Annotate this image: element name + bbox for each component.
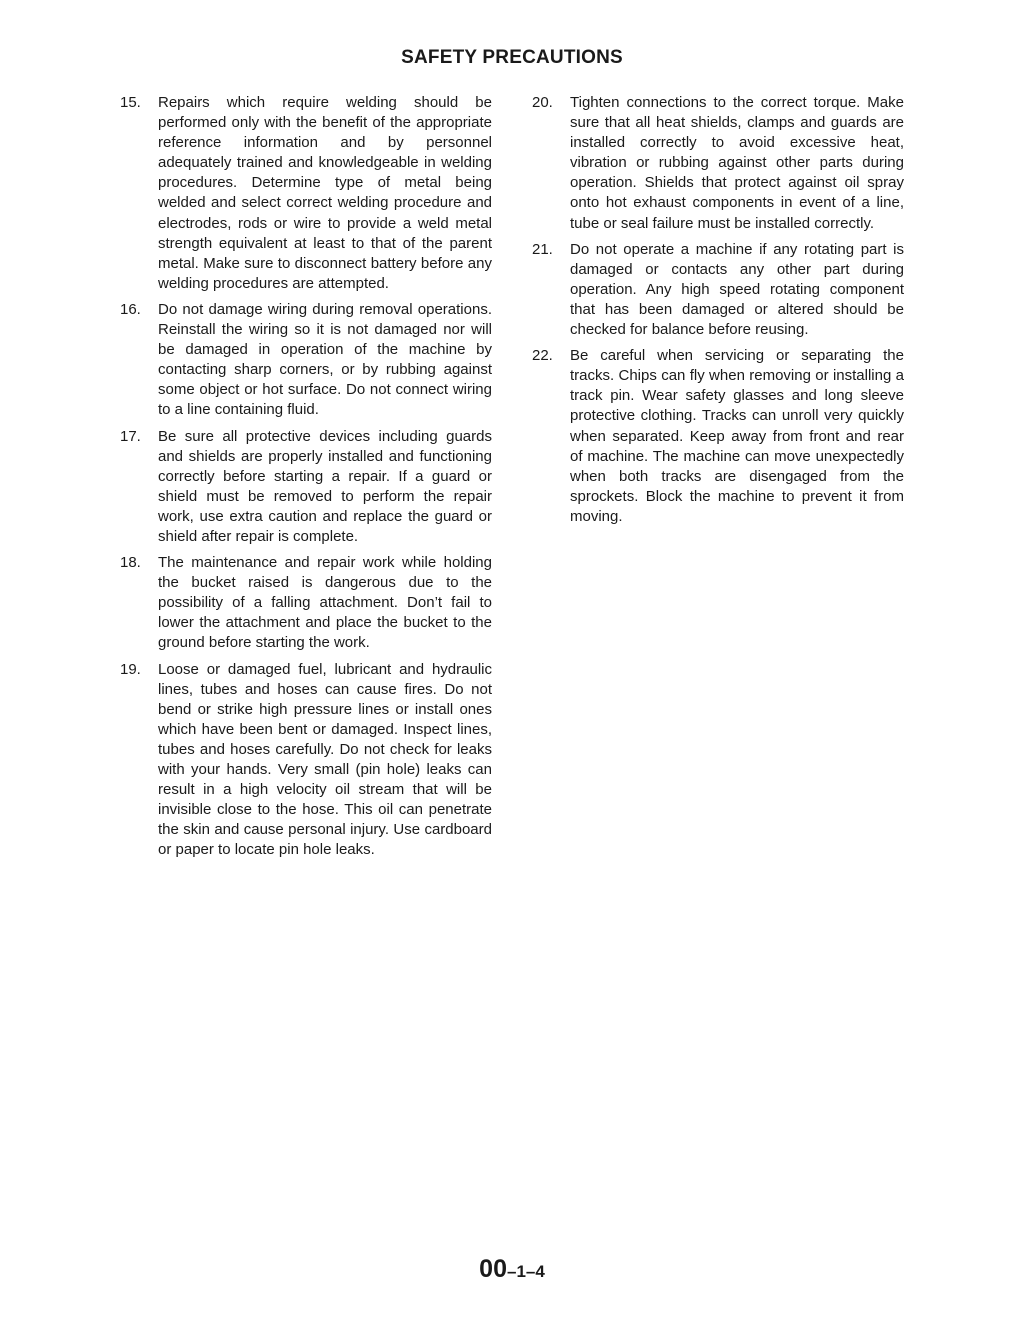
item-number: 15. <box>120 94 141 111</box>
page-suffix: –1–4 <box>506 1262 545 1281</box>
left-column <box>120 93 492 866</box>
list-item <box>120 553 492 653</box>
item-text: The maintenance and repair work while holding the bucket raised is dangerous due to the possibility of a falling attachment. Don’t fail to lower the attachment and place the bucket to the ground before starting the work. <box>158 554 492 652</box>
list-item <box>532 240 904 340</box>
item-text: Do not operate a machine if any rotating part is damaged or contacts any other part during operation. Any high speed rotating component that has been damaged or altered should be checked for balance before reusing. <box>570 240 904 339</box>
list-item <box>120 660 492 861</box>
item-number: 16. <box>120 300 141 318</box>
item-text: Tighten connections to the correct torque. Make sure that all heat shields, clamps and guards are installed correctly to avoid excessive heat, vibration or rubbing against other parts during operation. Shields that protect against oil spray onto hot exhaust components in event of a line, tube or seal failure must be installed correctly. <box>570 94 904 232</box>
page-title: SAFETY PRECAUTIONS <box>401 47 623 68</box>
list-item <box>120 93 492 294</box>
item-number: 17. <box>120 427 141 445</box>
list-item <box>120 300 492 421</box>
item-number: 21. <box>532 240 553 258</box>
item-number: 20. <box>532 94 553 111</box>
right-column <box>532 93 904 533</box>
list-item <box>532 93 904 234</box>
section-number: 00 <box>479 1255 507 1283</box>
item-number: 18. <box>120 554 141 572</box>
page-number <box>0 1255 1024 1284</box>
item-number: 19. <box>120 660 141 678</box>
item-text: Loose or damaged fuel, lubricant and hydraulic lines, tubes and hoses can cause fires. Do not bend or strike high pressure lines or install ones which have been bent or damaged. Inspect lines, tubes and hoses carefully. Do not check for leaks with your hands. Very small (pin hole) leaks can result in a high velocity oil stream that will be invisible close to the hose. This oil can penetrate the skin and cause personal injury. Use cardboard or paper to locate pin hole leaks. <box>158 660 492 859</box>
item-text: Repairs which require welding should be performed only with the benefit of the appropriate reference information and by personnel adequately trained and knowledgeable in welding procedures. Determine type of metal being welded and select correct welding procedure and electrodes, rods or wire to provide a weld metal strength equivalent at least to that of the parent metal. Make sure to disconnect battery before any welding procedures are attempted. <box>158 94 492 292</box>
list-item <box>532 346 904 527</box>
item-text: Do not damage wiring during removal operations. Reinstall the wiring so it is not damaged nor will be damaged in operation of the machine by contacting sharp corners, or by rubbing against some object or hot surface. Do not connect wiring to a line containing fluid. <box>158 300 492 419</box>
item-text: Be careful when servicing or separating the tracks. Chips can fly when removing or installing a track pin. Wear safety glasses and long sleeve protective clothing. Tracks can unroll very quickly when separated. Keep away from front and rear of machine. The machine can move unexpectedly when both tracks are disengaged from the sprockets. Block the machine to prevent it from moving. <box>570 347 904 525</box>
item-number: 22. <box>532 347 553 365</box>
item-text: Be sure all protective devices including guards and shields are properly installed and functioning correctly before starting a repair. If a guard or shield must be removed to perform the repair work, use extra caution and replace the guard or shield after repair is complete. <box>158 427 492 545</box>
list-item <box>120 427 492 548</box>
